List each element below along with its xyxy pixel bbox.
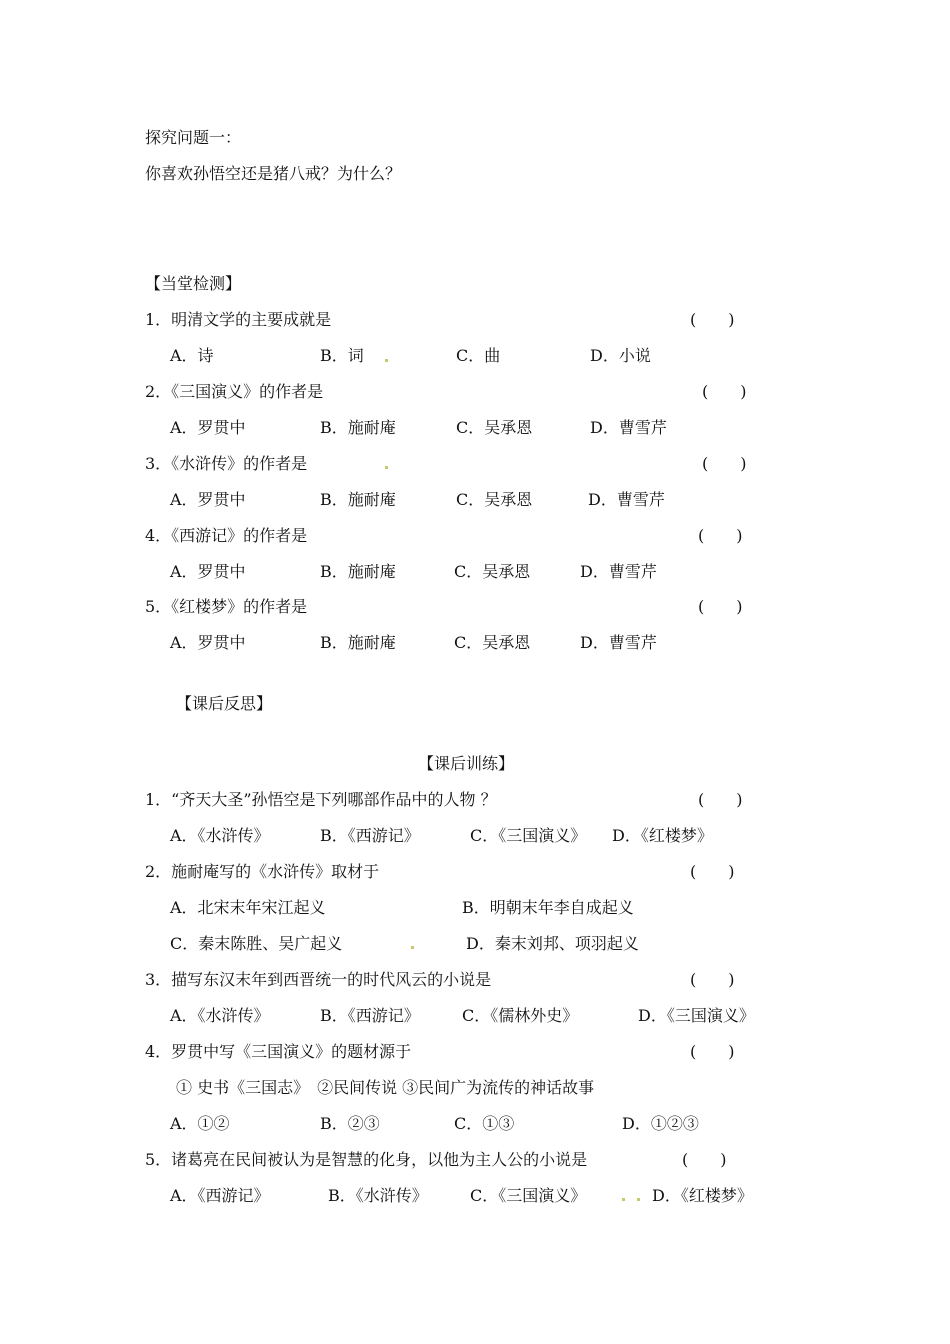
hw-q2-stem: 2．施耐庵写的《水浒传》取材于 xyxy=(145,862,380,881)
hw-q2-option-c: C．秦末陈胜、吴广起义 xyxy=(170,934,343,953)
hw-q1-option-b: B．《西游记》 xyxy=(320,826,420,845)
class-q3-option-d: D．曹雪芹 xyxy=(588,490,665,509)
class-q5-answer-blank: ( ) xyxy=(698,597,743,616)
class-q2-stem: 2．《三国演义》的作者是 xyxy=(145,382,324,401)
class-q2-answer-blank: ( ) xyxy=(702,382,747,401)
hw-q3-option-b: B．《西游记》 xyxy=(320,1006,420,1025)
hw-q1-answer-blank: ( ) xyxy=(698,790,743,809)
scan-mark xyxy=(385,359,388,362)
homework-heading: 【课后训练】 xyxy=(418,754,515,773)
hw-q1-option-c: C．《三国演义》 xyxy=(470,826,587,845)
class-q5-option-d: D．曹雪芹 xyxy=(580,633,657,652)
class-q5-option-b: B．施耐庵 xyxy=(320,633,396,652)
class-q2-option-b: B．施耐庵 xyxy=(320,418,396,437)
class-q1-stem: 1．明清文学的主要成就是 xyxy=(145,310,332,329)
hw-q4-stem: 4．罗贯中写《三国演义》的题材源于 xyxy=(145,1042,412,1061)
class-q1-answer-blank: ( ) xyxy=(690,310,735,329)
class-q4-option-d: D．曹雪芹 xyxy=(580,562,657,581)
class-q3-answer-blank: ( ) xyxy=(702,454,747,473)
hw-q4-option-a: A．①② xyxy=(170,1114,230,1133)
class-q4-answer-blank: ( ) xyxy=(698,526,743,545)
class-q3-option-c: C．吴承恩 xyxy=(456,490,533,509)
class-q3-option-a: A．罗贯中 xyxy=(170,490,246,509)
hw-q3-option-d: D．《三国演义》 xyxy=(638,1006,755,1025)
scan-mark xyxy=(637,1198,640,1201)
hw-q3-answer-blank: ( ) xyxy=(690,970,735,989)
hw-q4-option-d: D．①②③ xyxy=(622,1114,699,1133)
class-q5-option-c: C．吴承恩 xyxy=(454,633,531,652)
hw-q1-stem: 1．“齐天大圣”孙悟空是下列哪部作品中的人物 ？ xyxy=(145,790,497,809)
class-q3-option-b: B．施耐庵 xyxy=(320,490,396,509)
hw-q2-option-b: B．明朝末年李自成起义 xyxy=(462,898,634,917)
hw-q4-option-b: B．②③ xyxy=(320,1114,380,1133)
class-q4-stem: 4．《西游记》的作者是 xyxy=(145,526,308,545)
scan-mark xyxy=(385,466,388,469)
class-q5-stem: 5．《红楼梦》的作者是 xyxy=(145,597,308,616)
class-q2-option-d: D．曹雪芹 xyxy=(590,418,667,437)
hw-q2-answer-blank: ( ) xyxy=(690,862,735,881)
class-q1-option-b: B．词 xyxy=(320,346,364,365)
hw-q3-option-a: A．《水浒传》 xyxy=(170,1006,270,1025)
reflection-heading: 【课后反思】 xyxy=(176,694,273,713)
class-q1-option-d: D．小说 xyxy=(590,346,651,365)
scan-mark xyxy=(411,946,414,949)
scan-mark xyxy=(622,1198,625,1201)
hw-q3-stem: 3．描写东汉末年到西晋统一的时代风云的小说是 xyxy=(145,970,492,989)
hw-q5-answer-blank: ( ) xyxy=(682,1150,727,1169)
hw-q5-option-d: D．《红楼梦》 xyxy=(652,1186,753,1205)
hw-q2-option-a: A．北宋末年宋江起义 xyxy=(170,898,326,917)
class-q1-option-c: C．曲 xyxy=(456,346,501,365)
class-q4-option-c: C．吴承恩 xyxy=(454,562,531,581)
hw-q1-option-a: A．《水浒传》 xyxy=(170,826,270,845)
hw-q3-option-c: C．《儒林外史》 xyxy=(462,1006,579,1025)
hw-q5-option-a: A．《西游记》 xyxy=(170,1186,270,1205)
class-test-heading: 【当堂检测】 xyxy=(145,274,242,293)
class-q2-option-a: A．罗贯中 xyxy=(170,418,246,437)
explore-heading: 探究问题一： xyxy=(145,128,242,147)
class-q2-option-c: C．吴承恩 xyxy=(456,418,533,437)
hw-q4-answer-blank: ( ) xyxy=(690,1042,735,1061)
hw-q5-option-c: C．《三国演义》 xyxy=(470,1186,587,1205)
hw-q5-option-b: B．《水浒传》 xyxy=(328,1186,428,1205)
class-q4-option-a: A．罗贯中 xyxy=(170,562,246,581)
class-q4-option-b: B．施耐庵 xyxy=(320,562,396,581)
hw-q4-sub-items: ① 史书《三国志》 ②民间传说 ③民间广为流传的神话故事 xyxy=(176,1078,595,1097)
hw-q1-option-d: D．《红楼梦》 xyxy=(612,826,713,845)
explore-question: 你喜欢孙悟空还是猪八戒？为什么？ xyxy=(145,164,402,183)
hw-q5-stem: 5．诸葛亮在民间被认为是智慧的化身，以他为主人公的小说是 xyxy=(145,1150,588,1169)
class-q5-option-a: A．罗贯中 xyxy=(170,633,246,652)
hw-q4-option-c: C．①③ xyxy=(454,1114,515,1133)
class-q3-stem: 3．《水浒传》的作者是 xyxy=(145,454,308,473)
hw-q2-option-d: D．秦末刘邦、项羽起义 xyxy=(466,934,639,953)
class-q1-option-a: A．诗 xyxy=(170,346,214,365)
